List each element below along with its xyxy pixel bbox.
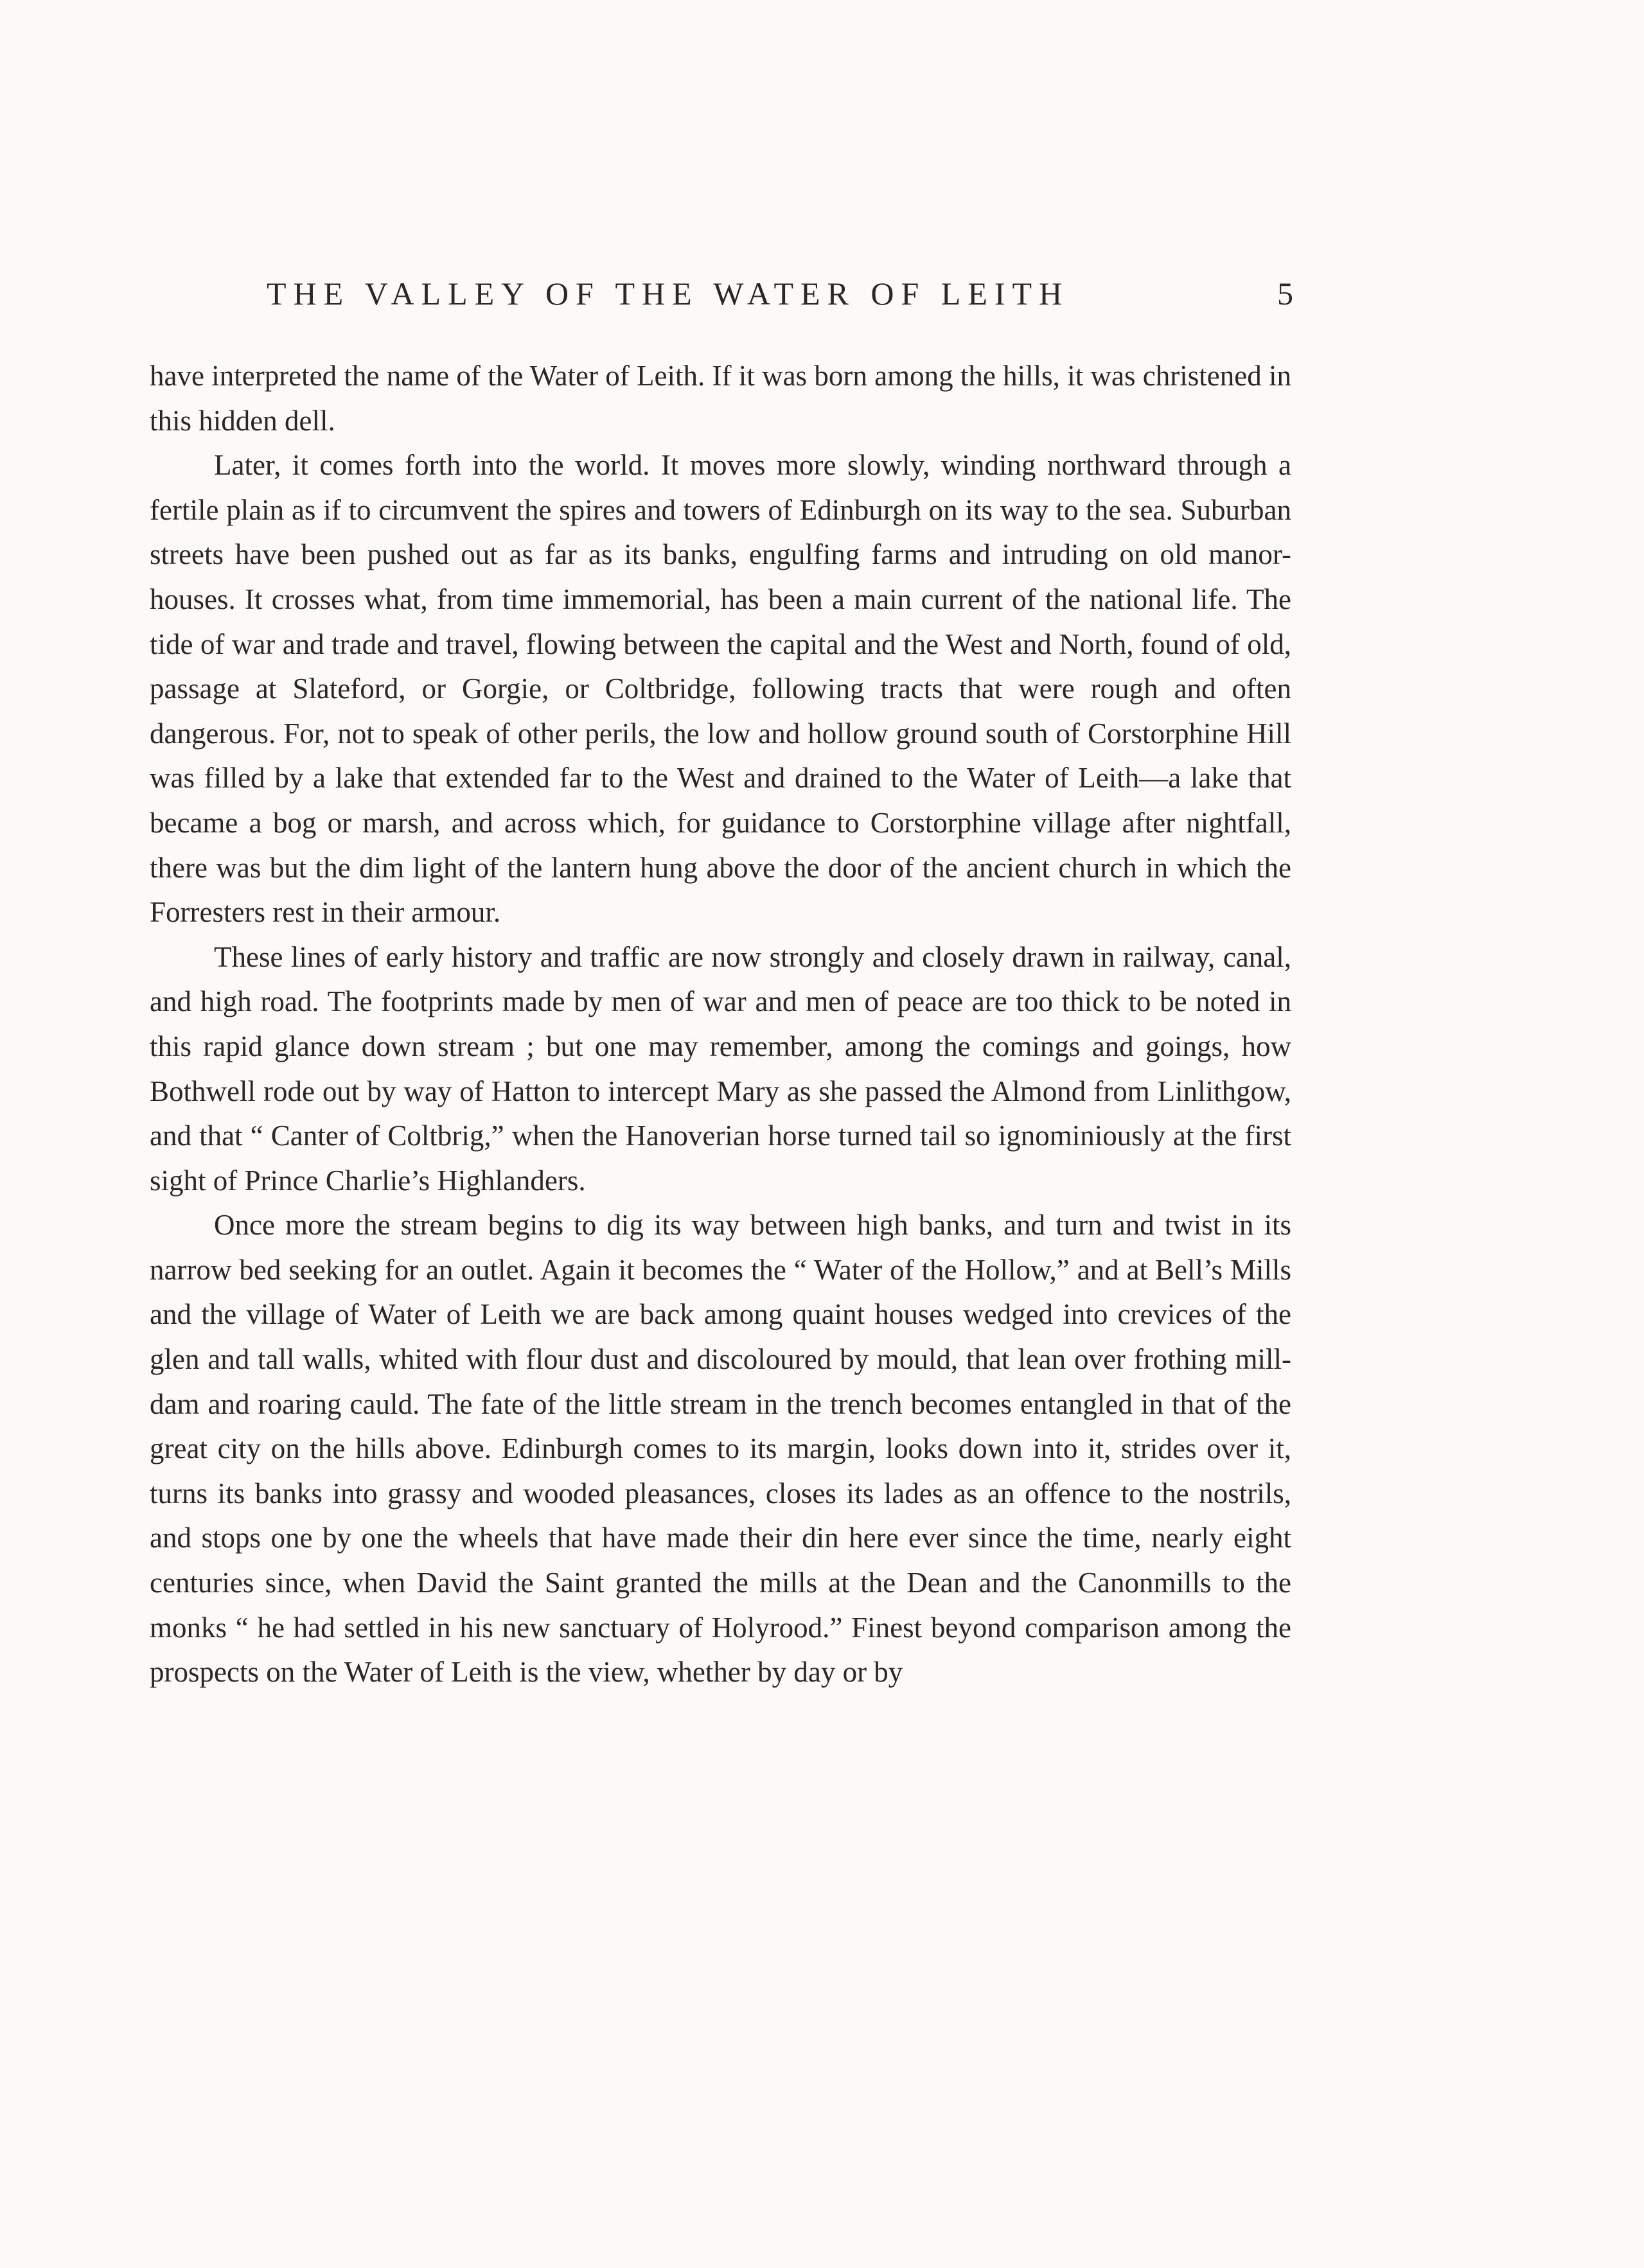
running-title: THE VALLEY OF THE WATER OF LEITH (267, 276, 1070, 312)
body-text (150, 354, 1291, 1695)
paragraph: These lines of early history and traffic are now strongly and closely drawn in railway, canal, and high road. The footprints made by men of war and men of peace are too thick to be noted in this rapid glance down stream ; but one may remember, among the comings and goings, how Bothwell rode out by way of Hatton to intercept Mary as she passed the Almond from Linlithgow, and that “ Canter of Coltbrig,” when the Hanoverian horse turned tail so ignominiously at the first sight of Prince Charlie’s Highlanders. (150, 940, 1291, 1197)
paragraph: Once more the stream begins to dig its way between high banks, and turn and twist in its narrow bed seeking for an outlet. Again it becomes the “ Water of the Hollow,” and at Bell’s Mills and the village of Water of Leith we are back among quaint houses wedged into crevices of the glen and tall walls, whited with flour dust and discoloured by mould, that lean over frothing mill-dam and roaring cauld. The fate of the little stream in the trench becomes entangled in that of the great city on the hills above. Edinburgh comes to its margin, looks down into it, strides over it, turns its banks into grassy and wooded pleasances, closes its lades as an offence to the nostrils, and stops one by one the wheels that have made their din here ever since the time, nearly eight centuries since, when David the Saint granted the mills at the Dean and the Canonmills to the monks “ he had settled in his new sanctuary of Holyrood.” Finest beyond comparison among the prospects on the Water of Leith is the view, whether by day or by (150, 1209, 1291, 1689)
running-head (267, 275, 1293, 320)
paragraph-continued: have interpreted the name of the Water of Leith. If it was born among the hills, it was christened in this hidden dell. (150, 360, 1291, 437)
page-number: 5 (1277, 276, 1293, 312)
paragraph: Later, it comes forth into the world. It moves more slowly, winding northward through a fertile plain as if to circumvent the spires and towers of Edinburgh on its way to the sea. Suburban streets have been pushed out as far as its banks, engulfing farms and intruding on old manor-houses. It crosses what, from time immemorial, has been a main current of the national life. The tide of war and trade and travel, flowing between the capital and the West and North, found of old, passage at Slateford, or Gorgie, or Coltbridge, following tracts that were rough and often dangerous. For, not to speak of other perils, the low and hollow ground south of Corstorphine Hill was filled by a lake that extended far to the West and drained to the Water of Leith—a lake that became a bog or marsh, and across which, for guidance to Corstorphine village after nightfall, there was but the dim light of the lantern hung above the door of the ancient church in which the Forresters rest in their armour. (150, 449, 1291, 929)
